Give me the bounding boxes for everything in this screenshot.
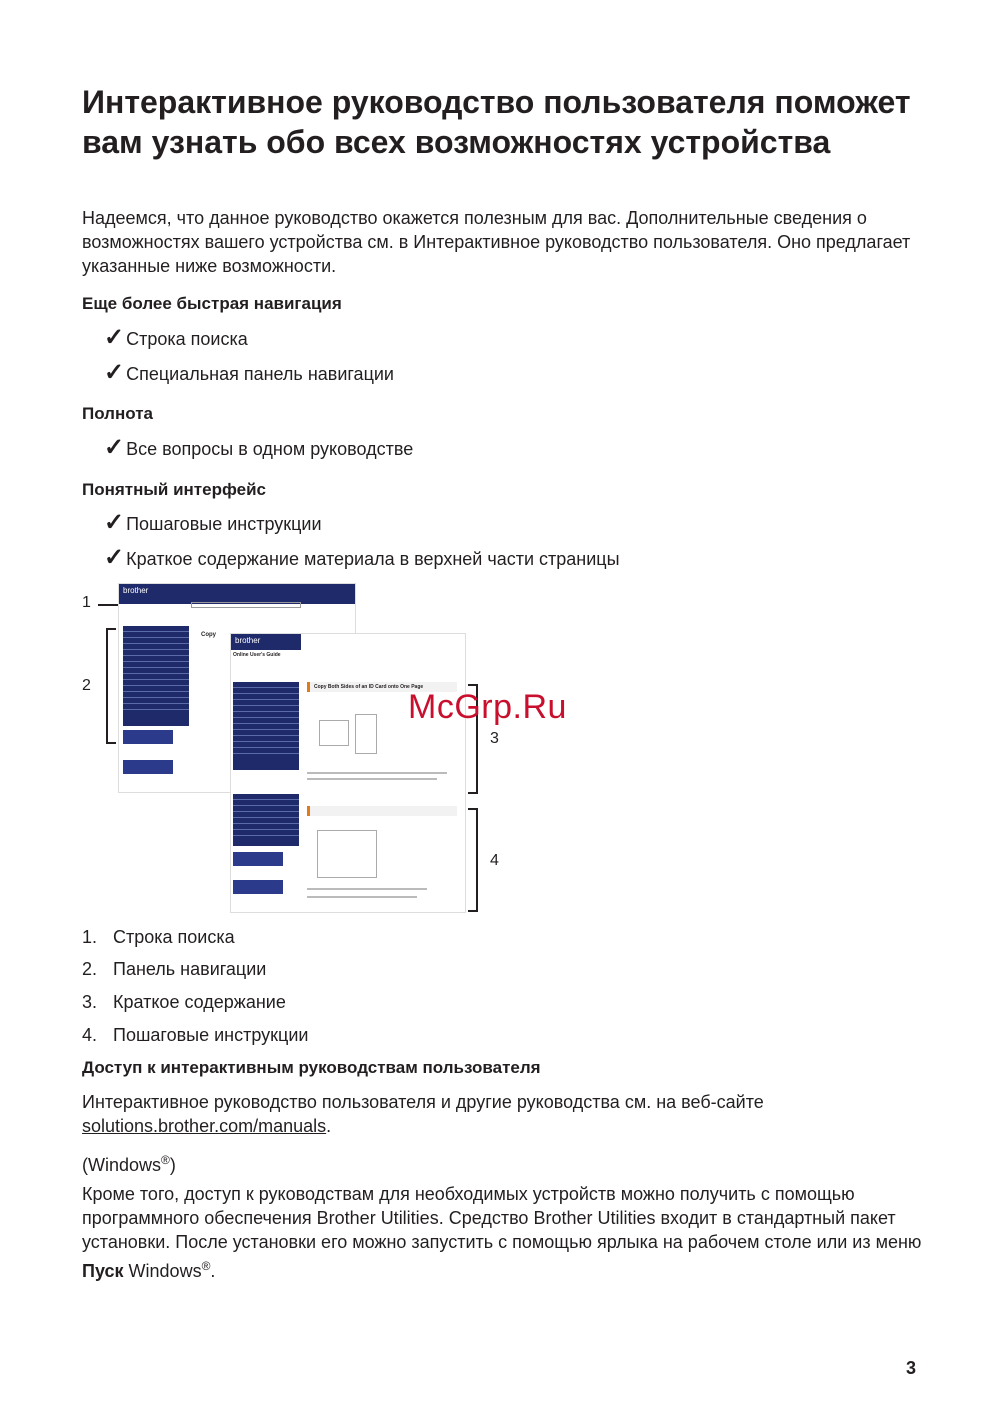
- windows-note: (Windows®): [82, 1153, 176, 1175]
- callout-3: 3: [490, 730, 499, 747]
- ui-heading: Понятный интерфейс: [82, 480, 266, 499]
- intro-paragraph: Надеемся, что данное руководство окажется полезным для вас. Дополнительные сведения о возможностях вашего устройства см. в Интерактивное руководство пользователя. Оно предлагает указанные ниже возможности.: [82, 208, 911, 276]
- callout-4: 4: [490, 852, 499, 869]
- check-item: ✓ Краткое содержание материала в верхней части страницы: [104, 544, 620, 571]
- callout-1: 1: [82, 594, 91, 611]
- checkmark-icon: ✓: [104, 544, 125, 571]
- checkmark-icon: ✓: [104, 359, 125, 386]
- check-item: ✓ Специальная панель навигации: [104, 359, 394, 386]
- screenshot-back: brother Copy: [118, 583, 356, 793]
- list-item: 2. Панель навигации: [82, 959, 267, 979]
- list-item: 1. Строка поиска: [82, 927, 235, 947]
- full-heading: Полнота: [82, 404, 153, 423]
- list-item: 3. Краткое содержание: [82, 992, 286, 1012]
- checkmark-icon: ✓: [104, 509, 125, 536]
- check-item: ✓ Пошаговые инструкции: [104, 509, 322, 536]
- brand-logo: brother: [123, 586, 149, 595]
- page-title: Интерактивное руководство пользователя поможет вам узнать обо всех возможностях устройства: [82, 84, 911, 160]
- check-item: ✓ Все вопросы в одном руководстве: [104, 434, 414, 461]
- access-paragraph: Интерактивное руководство пользователя и другие руководства см. на веб-сайте solutions.brother.com/manuals.: [82, 1092, 764, 1136]
- search-bar: [191, 602, 301, 608]
- utilities-paragraph: Кроме того, доступ к руководствам для необходимых устройств можно получить с помощью программного обеспечения Brother Utilities. Средство Brother Utilities входит в стандартный пакет установки. После установки его можно запустить с помощью ярлыка на рабочем столе или из меню Пуск Windows®.: [82, 1184, 922, 1281]
- checkmark-icon: ✓: [104, 434, 125, 461]
- screenshot-front: brother Online User's Guide Copy Both Sides of an ID Card onto One Page: [230, 633, 466, 913]
- manuals-link[interactable]: solutions.brother.com/manuals: [82, 1116, 327, 1136]
- callout-2: 2: [82, 677, 91, 694]
- page-number: 3: [906, 1358, 917, 1378]
- check-item: ✓ Строка поиска: [104, 324, 248, 351]
- checkmark-icon: ✓: [104, 324, 125, 351]
- watermark: McGrp.Ru: [408, 688, 567, 726]
- list-item: 4. Пошаговые инструкции: [82, 1025, 309, 1045]
- nav-heading: Еще более быстрая навигация: [82, 294, 342, 313]
- access-heading: Доступ к интерактивным руководствам пользователя: [82, 1058, 541, 1077]
